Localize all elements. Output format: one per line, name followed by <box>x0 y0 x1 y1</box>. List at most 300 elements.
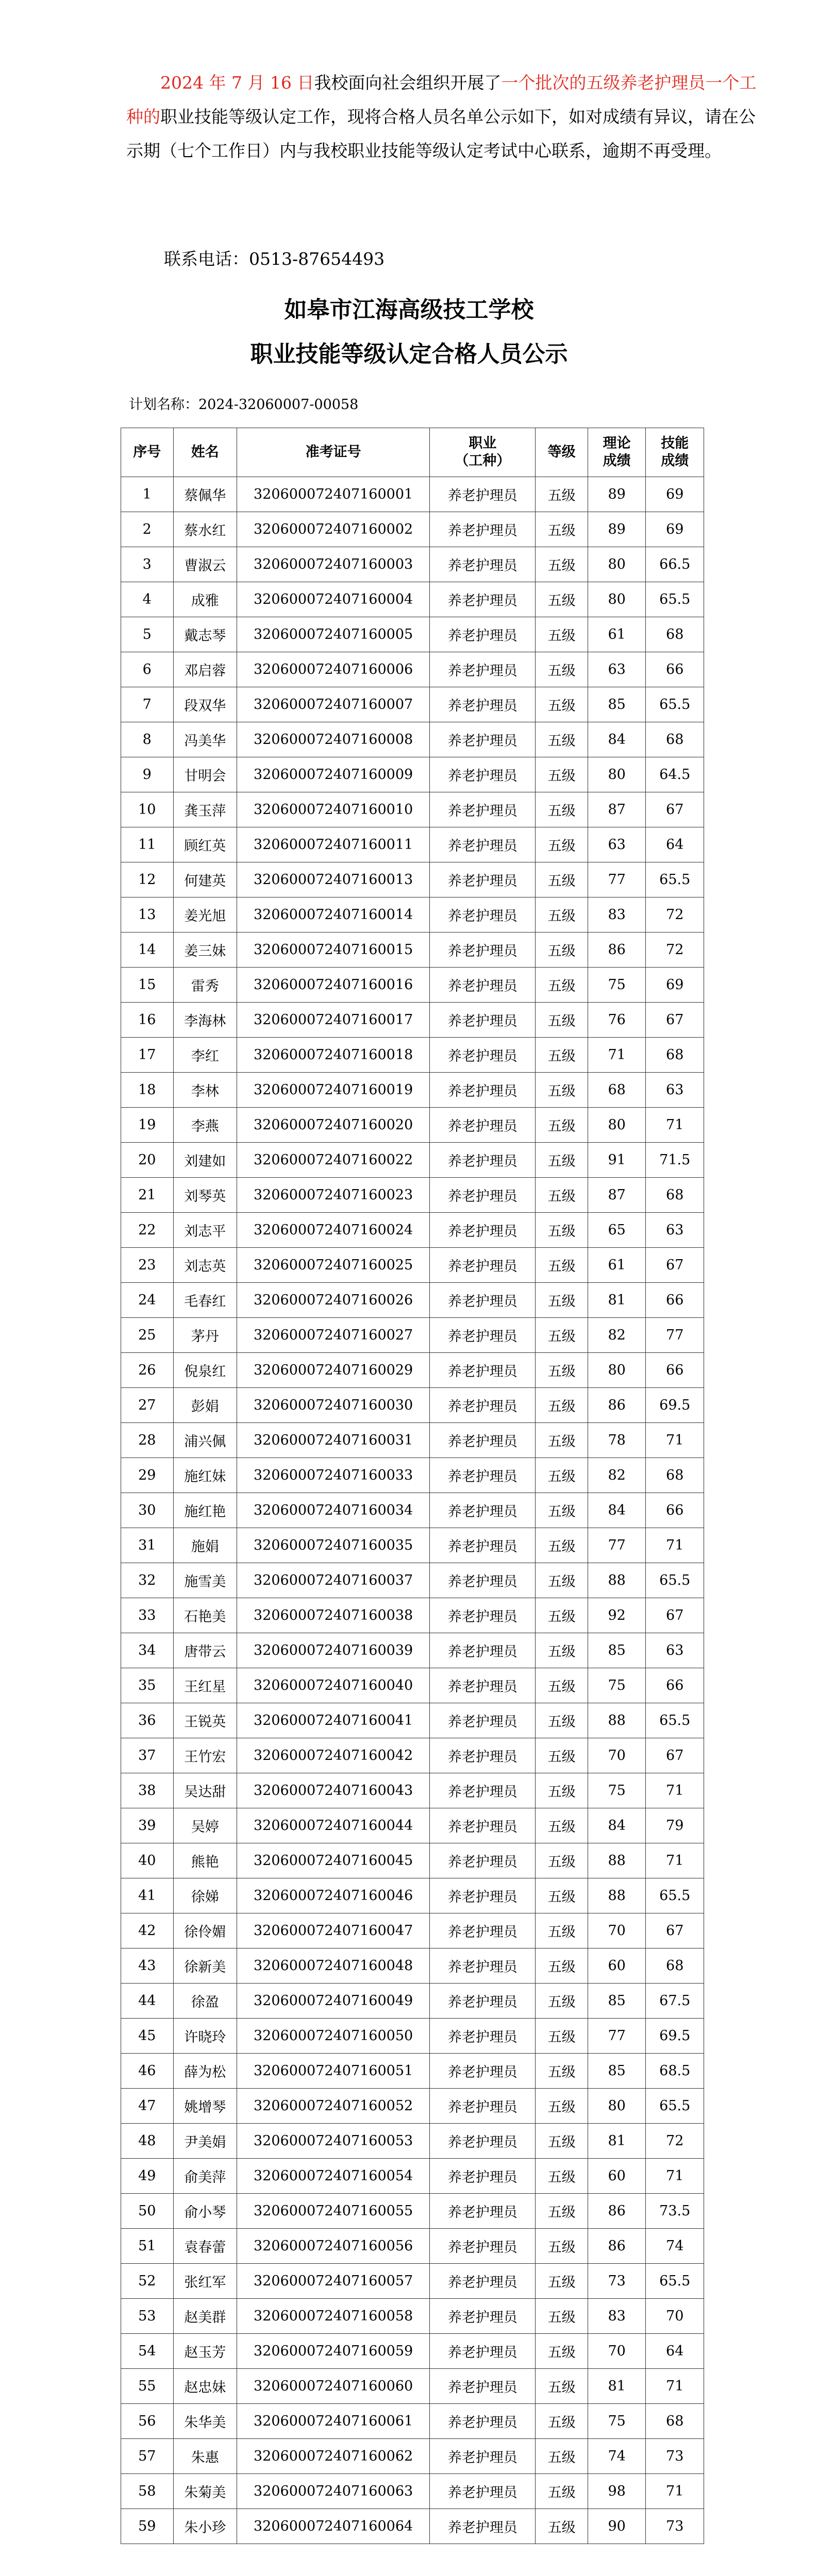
cell-skill-score: 79 <box>646 1808 704 1843</box>
cell-skill-score: 71 <box>646 1843 704 1878</box>
cell-ticket-number: 320600072407160057 <box>237 2264 430 2299</box>
cell-level: 五级 <box>536 2194 588 2229</box>
cell-name: 曹淑云 <box>173 547 237 582</box>
cell-index: 35 <box>121 1668 174 1703</box>
cell-name: 赵玉芳 <box>173 2334 237 2369</box>
table-row <box>121 1773 704 1808</box>
cell-occupation: 养老护理员 <box>430 617 536 652</box>
cell-index: 10 <box>121 792 174 827</box>
cell-index: 24 <box>121 1283 174 1318</box>
contact-line <box>164 246 385 272</box>
cell-occupation: 养老护理员 <box>430 1598 536 1633</box>
cell-theory-score: 80 <box>588 757 646 792</box>
cell-theory-score: 63 <box>588 652 646 687</box>
cell-theory-score: 71 <box>588 1038 646 1073</box>
cell-skill-score: 65.5 <box>646 2089 704 2124</box>
cell-theory-score: 61 <box>588 617 646 652</box>
cell-ticket-number: 320600072407160027 <box>237 1318 430 1353</box>
cell-index: 8 <box>121 722 174 757</box>
cell-name: 王竹宏 <box>173 1738 237 1773</box>
cell-theory-score: 86 <box>588 933 646 968</box>
cell-ticket-number: 320600072407160045 <box>237 1843 430 1878</box>
table-row <box>121 792 704 827</box>
cell-name: 刘琴英 <box>173 1178 237 1213</box>
cell-theory-score: 77 <box>588 862 646 897</box>
cell-ticket-number: 320600072407160052 <box>237 2089 430 2124</box>
cell-skill-score: 69 <box>646 968 704 1003</box>
cell-theory-score: 75 <box>588 1668 646 1703</box>
table-row <box>121 1458 704 1493</box>
page-title: 如皋市江海高级技工学校 <box>284 297 534 323</box>
cell-name: 朱惠 <box>173 2439 237 2474</box>
cell-occupation: 养老护理员 <box>430 2159 536 2194</box>
cell-name: 李红 <box>173 1038 237 1073</box>
cell-ticket-number: 320600072407160024 <box>237 1213 430 1248</box>
cell-index: 44 <box>121 1984 174 2019</box>
header-ticket: 准考证号 <box>237 428 430 477</box>
cell-theory-score: 61 <box>588 1248 646 1283</box>
cell-theory-score: 84 <box>588 722 646 757</box>
cell-occupation: 养老护理员 <box>430 1878 536 1913</box>
cell-level: 五级 <box>536 1878 588 1913</box>
cell-index: 54 <box>121 2334 174 2369</box>
cell-skill-score: 67 <box>646 1913 704 1948</box>
cell-skill-score: 65.5 <box>646 1878 704 1913</box>
cell-occupation: 养老护理员 <box>430 1948 536 1984</box>
plan-value: 2024-32060007-00058 <box>198 397 359 413</box>
cell-occupation: 养老护理员 <box>430 1423 536 1458</box>
table-row <box>121 1003 704 1038</box>
cell-index: 43 <box>121 1948 174 1984</box>
cell-skill-score: 64 <box>646 2334 704 2369</box>
cell-name: 赵美群 <box>173 2299 237 2334</box>
intro-paragraph <box>126 66 760 168</box>
cell-index: 50 <box>121 2194 174 2229</box>
cell-name: 施红艳 <box>173 1493 237 1528</box>
cell-index: 7 <box>121 687 174 722</box>
table-row <box>121 652 704 687</box>
cell-name: 施娟 <box>173 1528 237 1563</box>
cell-theory-score: 86 <box>588 2194 646 2229</box>
cell-name: 何建英 <box>173 862 237 897</box>
cell-theory-score: 70 <box>588 2334 646 2369</box>
cell-theory-score: 80 <box>588 1108 646 1143</box>
cell-index: 58 <box>121 2474 174 2509</box>
cell-occupation: 养老护理员 <box>430 2019 536 2054</box>
cell-ticket-number: 320600072407160017 <box>237 1003 430 1038</box>
cell-level: 五级 <box>536 757 588 792</box>
cell-ticket-number: 320600072407160044 <box>237 1808 430 1843</box>
cell-name: 徐盈 <box>173 1984 237 2019</box>
cell-ticket-number: 320600072407160011 <box>237 827 430 862</box>
table-body <box>121 477 704 2544</box>
cell-skill-score: 67 <box>646 1598 704 1633</box>
cell-occupation: 养老护理员 <box>430 862 536 897</box>
cell-name: 姚增琴 <box>173 2089 237 2124</box>
intro-text-a: 我校面向社会组织开展了 <box>314 73 502 93</box>
cell-ticket-number: 320600072407160040 <box>237 1668 430 1703</box>
cell-index: 55 <box>121 2369 174 2404</box>
table-row <box>121 1108 704 1143</box>
cell-skill-score: 63 <box>646 1073 704 1108</box>
cell-ticket-number: 320600072407160007 <box>237 687 430 722</box>
table-row <box>121 617 704 652</box>
cell-ticket-number: 320600072407160016 <box>237 968 430 1003</box>
cell-occupation: 养老护理员 <box>430 687 536 722</box>
cell-ticket-number: 320600072407160014 <box>237 897 430 933</box>
cell-ticket-number: 320600072407160051 <box>237 2054 430 2089</box>
table-row <box>121 2404 704 2439</box>
cell-name: 施红妹 <box>173 1458 237 1493</box>
cell-index: 21 <box>121 1178 174 1213</box>
cell-skill-score: 67.5 <box>646 1984 704 2019</box>
cell-occupation: 养老护理员 <box>430 1773 536 1808</box>
cell-theory-score: 85 <box>588 2054 646 2089</box>
cell-level: 五级 <box>536 2299 588 2334</box>
cell-level: 五级 <box>536 1528 588 1563</box>
cell-skill-score: 71 <box>646 1773 704 1808</box>
cell-ticket-number: 320600072407160008 <box>237 722 430 757</box>
cell-occupation: 养老护理员 <box>430 1213 536 1248</box>
cell-name: 薛为松 <box>173 2054 237 2089</box>
cell-skill-score: 72 <box>646 2124 704 2159</box>
cell-index: 14 <box>121 933 174 968</box>
cell-skill-score: 64 <box>646 827 704 862</box>
cell-name: 朱华美 <box>173 2404 237 2439</box>
cell-level: 五级 <box>536 2439 588 2474</box>
cell-name: 吴婷 <box>173 1808 237 1843</box>
cell-occupation: 养老护理员 <box>430 582 536 617</box>
table-row <box>121 1213 704 1248</box>
cell-occupation: 养老护理员 <box>430 1458 536 1493</box>
cell-index: 53 <box>121 2299 174 2334</box>
cell-skill-score: 69.5 <box>646 2019 704 2054</box>
cell-index: 28 <box>121 1423 174 1458</box>
cell-occupation: 养老护理员 <box>430 2334 536 2369</box>
table-row <box>121 1178 704 1213</box>
table-row <box>121 1493 704 1528</box>
cell-ticket-number: 320600072407160059 <box>237 2334 430 2369</box>
cell-level: 五级 <box>536 1493 588 1528</box>
cell-theory-score: 75 <box>588 1773 646 1808</box>
cell-name: 施雪美 <box>173 1563 237 1598</box>
cell-level: 五级 <box>536 1948 588 1984</box>
cell-ticket-number: 320600072407160039 <box>237 1633 430 1668</box>
cell-skill-score: 65.5 <box>646 687 704 722</box>
cell-ticket-number: 320600072407160022 <box>237 1143 430 1178</box>
cell-name: 徐伶媚 <box>173 1913 237 1948</box>
table-row <box>121 547 704 582</box>
cell-index: 59 <box>121 2509 174 2544</box>
cell-name: 王锐英 <box>173 1703 237 1738</box>
cell-skill-score: 72 <box>646 933 704 968</box>
cell-index: 49 <box>121 2159 174 2194</box>
cell-name: 吴达甜 <box>173 1773 237 1808</box>
cell-level: 五级 <box>536 1633 588 1668</box>
cell-theory-score: 80 <box>588 547 646 582</box>
cell-skill-score: 64.5 <box>646 757 704 792</box>
table-row <box>121 722 704 757</box>
table-row <box>121 1038 704 1073</box>
cell-ticket-number: 320600072407160063 <box>237 2474 430 2509</box>
cell-ticket-number: 320600072407160002 <box>237 512 430 547</box>
cell-level: 五级 <box>536 1003 588 1038</box>
cell-index: 30 <box>121 1493 174 1528</box>
cell-theory-score: 60 <box>588 2159 646 2194</box>
table-row <box>121 1388 704 1423</box>
cell-index: 2 <box>121 512 174 547</box>
table-row <box>121 1563 704 1598</box>
cell-theory-score: 88 <box>588 1563 646 1598</box>
cell-skill-score: 68 <box>646 617 704 652</box>
cell-index: 48 <box>121 2124 174 2159</box>
cell-ticket-number: 320600072407160049 <box>237 1984 430 2019</box>
cell-level: 五级 <box>536 1913 588 1948</box>
cell-index: 22 <box>121 1213 174 1248</box>
cell-theory-score: 81 <box>588 2369 646 2404</box>
cell-ticket-number: 320600072407160035 <box>237 1528 430 1563</box>
cell-name: 石艳美 <box>173 1598 237 1633</box>
cell-level: 五级 <box>536 827 588 862</box>
cell-ticket-number: 320600072407160001 <box>237 477 430 512</box>
cell-level: 五级 <box>536 1213 588 1248</box>
cell-occupation: 养老护理员 <box>430 1003 536 1038</box>
cell-name: 王红星 <box>173 1668 237 1703</box>
cell-theory-score: 77 <box>588 2019 646 2054</box>
cell-index: 52 <box>121 2264 174 2299</box>
cell-name: 蔡佩华 <box>173 477 237 512</box>
cell-ticket-number: 320600072407160060 <box>237 2369 430 2404</box>
cell-index: 56 <box>121 2404 174 2439</box>
cell-name: 段双华 <box>173 687 237 722</box>
cell-skill-score: 68 <box>646 2404 704 2439</box>
table-row <box>121 2334 704 2369</box>
cell-theory-score: 91 <box>588 1143 646 1178</box>
cell-index: 13 <box>121 897 174 933</box>
cell-skill-score: 68 <box>646 722 704 757</box>
cell-theory-score: 85 <box>588 1984 646 2019</box>
intro-text-b: 职业技能等级认定工作，现将合格人员名单公示如下，如对成绩有异议，请在公示期（七个工作日）内与我校职业技能等级认定考试中心联系，逾期不再受理。 <box>126 107 756 161</box>
cell-name: 刘志英 <box>173 1248 237 1283</box>
cell-index: 16 <box>121 1003 174 1038</box>
cell-occupation: 养老护理员 <box>430 2194 536 2229</box>
table-row <box>121 1703 704 1738</box>
cell-occupation: 养老护理员 <box>430 2439 536 2474</box>
cell-level: 五级 <box>536 1598 588 1633</box>
cell-level: 五级 <box>536 1318 588 1353</box>
cell-level: 五级 <box>536 2054 588 2089</box>
cell-theory-score: 81 <box>588 1283 646 1318</box>
cell-index: 4 <box>121 582 174 617</box>
cell-index: 25 <box>121 1318 174 1353</box>
cell-name: 李林 <box>173 1073 237 1108</box>
table-row <box>121 2509 704 2544</box>
cell-occupation: 养老护理员 <box>430 2054 536 2089</box>
cell-ticket-number: 320600072407160046 <box>237 1878 430 1913</box>
cell-skill-score: 68 <box>646 1178 704 1213</box>
cell-ticket-number: 320600072407160064 <box>237 2509 430 2544</box>
cell-occupation: 养老护理员 <box>430 1388 536 1423</box>
cell-occupation: 养老护理员 <box>430 477 536 512</box>
cell-ticket-number: 320600072407160013 <box>237 862 430 897</box>
cell-theory-score: 84 <box>588 1808 646 1843</box>
cell-name: 彭娟 <box>173 1388 237 1423</box>
cell-name: 顾红英 <box>173 827 237 862</box>
cell-ticket-number: 320600072407160050 <box>237 2019 430 2054</box>
cell-theory-score: 74 <box>588 2439 646 2474</box>
cell-index: 42 <box>121 1913 174 1948</box>
cell-theory-score: 81 <box>588 2124 646 2159</box>
cell-ticket-number: 320600072407160025 <box>237 1248 430 1283</box>
cell-ticket-number: 320600072407160023 <box>237 1178 430 1213</box>
cell-ticket-number: 320600072407160005 <box>237 617 430 652</box>
table-row <box>121 1878 704 1913</box>
cell-level: 五级 <box>536 2404 588 2439</box>
cell-ticket-number: 320600072407160034 <box>237 1493 430 1528</box>
table-row <box>121 2089 704 2124</box>
table-row <box>121 477 704 512</box>
cell-level: 五级 <box>536 1283 588 1318</box>
cell-name: 戴志琴 <box>173 617 237 652</box>
cell-ticket-number: 320600072407160056 <box>237 2229 430 2264</box>
cell-name: 成雅 <box>173 582 237 617</box>
cell-index: 18 <box>121 1073 174 1108</box>
plan-name <box>129 395 358 415</box>
cell-theory-score: 78 <box>588 1423 646 1458</box>
cell-ticket-number: 320600072407160041 <box>237 1703 430 1738</box>
table-row <box>121 757 704 792</box>
table-row <box>121 1808 704 1843</box>
cell-theory-score: 92 <box>588 1598 646 1633</box>
cell-skill-score: 67 <box>646 1003 704 1038</box>
table-row <box>121 2019 704 2054</box>
cell-index: 37 <box>121 1738 174 1773</box>
cell-occupation: 养老护理员 <box>430 1563 536 1598</box>
cell-index: 9 <box>121 757 174 792</box>
cell-occupation: 养老护理员 <box>430 1738 536 1773</box>
cell-occupation: 养老护理员 <box>430 2264 536 2299</box>
cell-occupation: 养老护理员 <box>430 722 536 757</box>
table-row <box>121 2369 704 2404</box>
cell-skill-score: 63 <box>646 1213 704 1248</box>
cell-theory-score: 73 <box>588 2264 646 2299</box>
cell-ticket-number: 320600072407160062 <box>237 2439 430 2474</box>
cell-level: 五级 <box>536 652 588 687</box>
cell-occupation: 养老护理员 <box>430 757 536 792</box>
cell-theory-score: 75 <box>588 2404 646 2439</box>
cell-name: 袁春蕾 <box>173 2229 237 2264</box>
cell-name: 徐娣 <box>173 1878 237 1913</box>
cell-ticket-number: 320600072407160055 <box>237 2194 430 2229</box>
cell-occupation: 养老护理员 <box>430 1493 536 1528</box>
cell-name: 俞美萍 <box>173 2159 237 2194</box>
table-row <box>121 862 704 897</box>
cell-theory-score: 82 <box>588 1318 646 1353</box>
cell-level: 五级 <box>536 862 588 897</box>
cell-index: 45 <box>121 2019 174 2054</box>
table-row <box>121 1843 704 1878</box>
cell-level: 五级 <box>536 933 588 968</box>
cell-skill-score: 74 <box>646 2229 704 2264</box>
table-row <box>121 1668 704 1703</box>
cell-theory-score: 98 <box>588 2474 646 2509</box>
cell-skill-score: 68 <box>646 1038 704 1073</box>
cell-level: 五级 <box>536 2159 588 2194</box>
cell-skill-score: 67 <box>646 792 704 827</box>
cell-index: 38 <box>121 1773 174 1808</box>
cell-name: 朱小珍 <box>173 2509 237 2544</box>
cell-name: 雷秀 <box>173 968 237 1003</box>
cell-index: 3 <box>121 547 174 582</box>
cell-skill-score: 66 <box>646 1668 704 1703</box>
header-skill: 技能 成绩 <box>646 428 704 477</box>
cell-theory-score: 76 <box>588 1003 646 1038</box>
cell-theory-score: 90 <box>588 2509 646 2544</box>
cell-ticket-number: 320600072407160054 <box>237 2159 430 2194</box>
cell-level: 五级 <box>536 547 588 582</box>
table-row <box>121 2264 704 2299</box>
page-subtitle: 职业技能等级认定合格人员公示 <box>250 341 568 367</box>
cell-ticket-number: 320600072407160053 <box>237 2124 430 2159</box>
cell-index: 47 <box>121 2089 174 2124</box>
cell-name: 俞小琴 <box>173 2194 237 2229</box>
cell-index: 6 <box>121 652 174 687</box>
cell-level: 五级 <box>536 2264 588 2299</box>
cell-skill-score: 73 <box>646 2509 704 2544</box>
cell-level: 五级 <box>536 792 588 827</box>
cell-skill-score: 69 <box>646 477 704 512</box>
cell-theory-score: 65 <box>588 1213 646 1248</box>
cell-occupation: 养老护理员 <box>430 652 536 687</box>
cell-index: 12 <box>121 862 174 897</box>
cell-index: 15 <box>121 968 174 1003</box>
cell-occupation: 养老护理员 <box>430 1703 536 1738</box>
table-row <box>121 1948 704 1984</box>
cell-skill-score: 68 <box>646 1948 704 1984</box>
cell-level: 五级 <box>536 1738 588 1773</box>
cell-name: 李燕 <box>173 1108 237 1143</box>
cell-theory-score: 68 <box>588 1073 646 1108</box>
cell-skill-score: 73.5 <box>646 2194 704 2229</box>
cell-occupation: 养老护理员 <box>430 1143 536 1178</box>
table-row <box>121 1598 704 1633</box>
cell-level: 五级 <box>536 617 588 652</box>
cell-index: 19 <box>121 1108 174 1143</box>
cell-level: 五级 <box>536 2334 588 2369</box>
cell-name: 许晓玲 <box>173 2019 237 2054</box>
cell-ticket-number: 320600072407160026 <box>237 1283 430 1318</box>
table-row <box>121 1633 704 1668</box>
cell-occupation: 养老护理员 <box>430 1178 536 1213</box>
table-row <box>121 1913 704 1948</box>
cell-skill-score: 66 <box>646 1353 704 1388</box>
cell-occupation: 养老护理员 <box>430 1108 536 1143</box>
cell-level: 五级 <box>536 1178 588 1213</box>
header-name: 姓名 <box>173 428 237 477</box>
cell-index: 39 <box>121 1808 174 1843</box>
cell-occupation: 养老护理员 <box>430 1808 536 1843</box>
cell-index: 33 <box>121 1598 174 1633</box>
cell-occupation: 养老护理员 <box>430 2124 536 2159</box>
cell-occupation: 养老护理员 <box>430 933 536 968</box>
cell-level: 五级 <box>536 897 588 933</box>
cell-index: 23 <box>121 1248 174 1283</box>
cell-index: 51 <box>121 2229 174 2264</box>
plan-label: 计划名称： <box>129 397 198 413</box>
cell-ticket-number: 320600072407160033 <box>237 1458 430 1493</box>
cell-occupation: 养老护理员 <box>430 1843 536 1878</box>
table-row <box>121 1353 704 1388</box>
